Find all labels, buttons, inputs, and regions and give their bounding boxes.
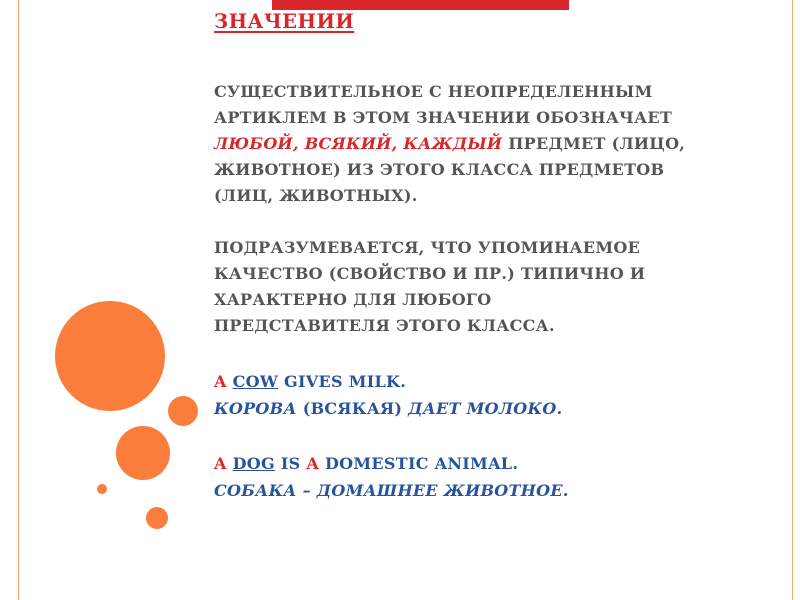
decorative-circle-medium bbox=[116, 426, 170, 480]
example-1-translation bbox=[214, 396, 563, 422]
article-text: A bbox=[306, 454, 320, 473]
translation-text: КОРОВА bbox=[214, 399, 297, 418]
translation-text: (ВСЯКАЯ) bbox=[296, 399, 409, 418]
paragraph-line bbox=[214, 131, 685, 157]
decorative-circle-small bbox=[168, 396, 198, 426]
decorative-circle-small-bottom bbox=[146, 507, 168, 529]
article-text: A bbox=[214, 372, 227, 391]
paragraph-line: ПРЕДСТАВИТЕЛЯ ЭТОГО КЛАССА. bbox=[214, 316, 555, 335]
example-text: IS bbox=[274, 454, 307, 473]
slide-title: ЗНАЧЕНИИ bbox=[214, 10, 355, 33]
article-text: A bbox=[214, 454, 227, 473]
example-2-english bbox=[214, 451, 518, 477]
paragraph-line: СУЩЕСТВИТЕЛЬНОЕ С НЕОПРЕДЕЛЕННЫМ bbox=[214, 82, 653, 101]
paragraph-text: ПРЕДМЕТ (ЛИЦО, bbox=[502, 134, 686, 153]
title-top-bar bbox=[272, 0, 569, 10]
emphasis-text: ЛЮБОЙ, ВСЯКИЙ, КАЖДЫЙ bbox=[214, 134, 503, 153]
translation-text: ДАЕТ МОЛОКО. bbox=[408, 399, 563, 418]
example-2-translation: СОБАКА – ДОМАШНЕЕ ЖИВОТНОЕ. bbox=[214, 481, 569, 500]
noun-text: DOG bbox=[232, 454, 275, 473]
paragraph-line: АРТИКЛЕМ В ЭТОМ ЗНАЧЕНИИ ОБОЗНАЧАЕТ bbox=[214, 108, 673, 127]
paragraph-line: ЖИВОТНОЕ) ИЗ ЭТОГО КЛАССА ПРЕДМЕТОВ bbox=[214, 160, 665, 179]
paragraph-line: (ЛИЦ, ЖИВОТНЫХ). bbox=[214, 186, 418, 205]
frame-line-left bbox=[18, 0, 19, 600]
paragraph-line: КАЧЕСТВО (СВОЙСТВО И ПР.) ТИПИЧНО И bbox=[214, 264, 646, 283]
paragraph-explanation bbox=[214, 235, 645, 339]
example-text: DOMESTIC ANIMAL. bbox=[319, 454, 519, 473]
decorative-circle-large bbox=[55, 301, 165, 411]
example-text: GIVES MILK. bbox=[278, 372, 407, 391]
decorative-circle-tiny bbox=[97, 484, 107, 494]
noun-text: COW bbox=[232, 372, 279, 391]
frame-line-right bbox=[792, 0, 793, 600]
paragraph-line: ПОДРАЗУМЕВАЕТСЯ, ЧТО УПОМИНАЕМОЕ bbox=[214, 238, 641, 257]
example-1-english bbox=[214, 369, 406, 395]
paragraph-definition bbox=[214, 79, 685, 209]
paragraph-line: ХАРАКТЕРНО ДЛЯ ЛЮБОГО bbox=[214, 290, 492, 309]
